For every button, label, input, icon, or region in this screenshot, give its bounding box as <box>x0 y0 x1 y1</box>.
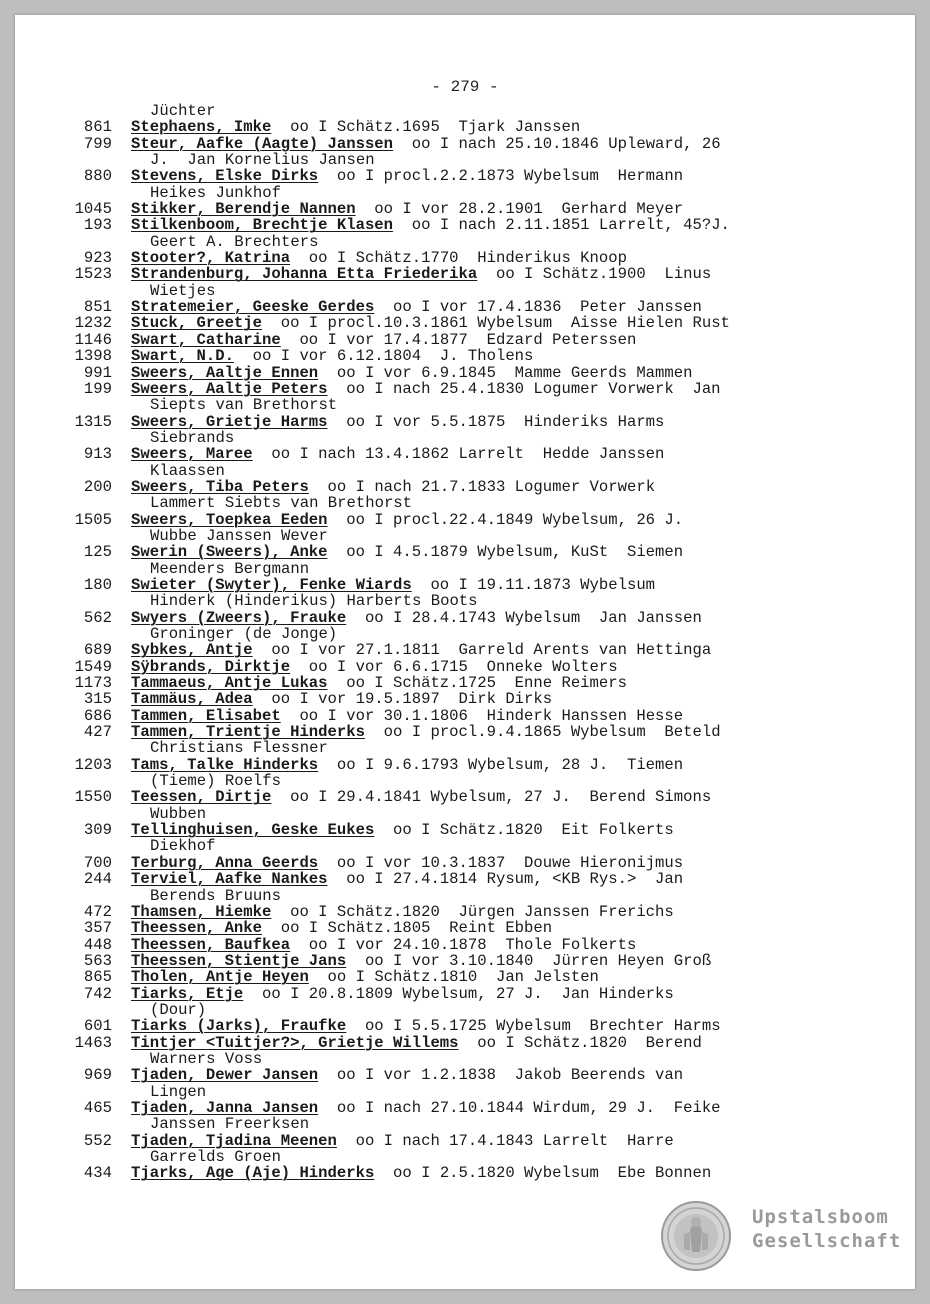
entry-line <box>15 642 915 658</box>
entry-number: 472 <box>83 902 112 921</box>
entry-line <box>15 1035 915 1051</box>
entry-number: 700 <box>83 853 112 872</box>
entry-name: Sweers, Toepkea Eeden <box>131 510 328 529</box>
entry-line <box>15 789 915 805</box>
entry-name: Tammen, Elisabet <box>131 706 281 725</box>
entry-line <box>15 315 915 331</box>
entry-line <box>15 969 915 985</box>
entry-details: oo I 5.5.1725 Wybelsum Brechter Harms <box>346 1017 721 1036</box>
entry-continuation-line <box>15 152 915 168</box>
entry-name: Theessen, Anke <box>131 919 263 938</box>
entry-line <box>15 201 915 217</box>
entry-details: oo I nach 17.4.1843 Larrelt Harre <box>336 1131 674 1150</box>
entry-name: Sweers, Grietje Harms <box>131 412 328 431</box>
entry-line <box>15 1018 915 1034</box>
entry-name: Tintjer <Tuitjer?>, Grietje Willems <box>131 1033 459 1052</box>
entry-number: 601 <box>83 1017 112 1036</box>
entry-continuation-line <box>15 1116 915 1132</box>
entry-number: 1505 <box>74 510 112 529</box>
entry-number: 1523 <box>74 265 112 284</box>
entry-number: 1550 <box>74 788 112 807</box>
entry-details: Diekhof <box>150 837 216 856</box>
entry-number: 562 <box>83 608 112 627</box>
entry-details: oo I nach 13.4.1862 Larrelt Hedde Janssen <box>252 445 665 464</box>
entry-continuation-line <box>15 103 915 119</box>
entry-number: 552 <box>83 1131 112 1150</box>
entry-name: Tholen, Antje Heyen <box>131 968 309 987</box>
entry-line <box>15 855 915 871</box>
entry-details: Geert A. Brechters <box>150 232 319 251</box>
entry-name: Sweers, Aaltje Peters <box>131 379 328 398</box>
entry-details: oo I vor 6.6.1715 Onneke Wolters <box>290 657 618 676</box>
entry-continuation-line <box>15 495 915 511</box>
entry-line <box>15 708 915 724</box>
entry-number: 1045 <box>74 200 112 219</box>
entry-details: oo I vor 24.10.1878 Thole Folkerts <box>290 935 637 954</box>
entry-number: 1173 <box>74 674 112 693</box>
entry-number: 851 <box>83 298 112 317</box>
entry-number: 427 <box>83 723 112 742</box>
entry-details: oo I vor 28.2.1901 Gerhard Meyer <box>355 200 684 219</box>
entry-line <box>15 348 915 364</box>
entry-details: oo I nach 21.7.1833 Logumer Vorwerk <box>308 477 656 496</box>
entry-number: 200 <box>83 477 112 496</box>
entry-line <box>15 920 915 936</box>
entry-details: oo I vor 10.3.1837 Douwe Hieronijmus <box>318 853 684 872</box>
entry-details: oo I 2.5.1820 Wybelsum Ebe Bonnen <box>374 1164 712 1183</box>
entry-line <box>15 365 915 381</box>
entry-details: oo I vor 3.10.1840 Jürren Heyen Groß <box>346 951 712 970</box>
entry-continuation-line <box>15 1051 915 1067</box>
entry-list <box>15 103 915 1182</box>
entry-details: J. Jan Kornelius Jansen <box>150 151 375 170</box>
entry-line <box>15 299 915 315</box>
entry-name: Thamsen, Hiemke <box>131 902 272 921</box>
entry-number: 686 <box>83 706 112 725</box>
entry-details: Hinderk (Hinderikus) Harberts Boots <box>150 592 478 611</box>
entry-details: oo I Schätz.1900 Linus <box>477 265 712 284</box>
entry-number: 180 <box>83 575 112 594</box>
entry-details: oo I procl.9.4.1865 Wybelsum Beteld <box>364 723 721 742</box>
entry-details: Jüchter <box>150 102 216 120</box>
entry-details: oo I vor 30.1.1806 Hinderk Hanssen Hesse <box>280 706 684 725</box>
entry-line <box>15 119 915 135</box>
entry-details: Heikes Junkhof <box>150 183 282 202</box>
entry-line <box>15 953 915 969</box>
entry-name: Stuck, Greetje <box>131 314 263 333</box>
entry-line <box>15 986 915 1002</box>
entry-continuation-line <box>15 283 915 299</box>
entry-line <box>15 446 915 462</box>
entry-details: Klaassen <box>150 461 225 480</box>
entry-line <box>15 250 915 266</box>
seal-icon <box>660 1200 732 1272</box>
entry-details: oo I 4.5.1879 Wybelsum, KuSt Siemen <box>327 543 684 562</box>
logo-text-line-2: Gesellschaft <box>752 1230 902 1252</box>
entry-continuation-line <box>15 838 915 854</box>
entry-line <box>15 757 915 773</box>
entry-details: Wubben <box>150 804 207 823</box>
entry-number: 125 <box>83 543 112 562</box>
entry-name: Swyers (Zweers), Frauke <box>131 608 347 627</box>
entry-name: Tjaden, Janna Jansen <box>131 1098 319 1117</box>
entry-number: 199 <box>83 379 112 398</box>
entry-name: Tiarks (Jarks), Fraufke <box>131 1017 347 1036</box>
entry-name: Theessen, Stientje Jans <box>131 951 347 970</box>
entry-number: 434 <box>83 1164 112 1183</box>
entry-details: oo I Schätz.1725 Enne Reimers <box>327 674 627 693</box>
entry-name: Stooter?, Katrina <box>131 249 291 268</box>
entry-details: oo I Schätz.1695 Tjark Janssen <box>271 118 581 137</box>
entry-details: oo I vor 17.4.1877 Edzard Peterssen <box>280 330 637 349</box>
entry-number: 799 <box>83 134 112 153</box>
entry-number: 969 <box>83 1066 112 1085</box>
entry-name: Stilkenboom, Brechtje Klasen <box>131 216 394 235</box>
entry-details: oo I vor 5.5.1875 Hinderiks Harms <box>327 412 665 431</box>
entry-number: 465 <box>83 1098 112 1117</box>
logo-text-line-1: Upstalsboom <box>752 1206 889 1228</box>
entry-continuation-line <box>15 234 915 250</box>
entry-details: oo I nach 25.10.1846 Upleward, 26 <box>393 134 721 153</box>
entry-line <box>15 691 915 707</box>
entry-continuation-line <box>15 626 915 642</box>
entry-line <box>15 724 915 740</box>
entry-line <box>15 512 915 528</box>
entry-name: Stephaens, Imke <box>131 118 272 137</box>
entry-number: 1146 <box>74 330 112 349</box>
entry-name: Swieter (Swyter), Fenke Wiards <box>131 575 412 594</box>
entry-details: oo I Schätz.1820 Berend <box>458 1033 702 1052</box>
entry-line <box>15 168 915 184</box>
entry-number: 448 <box>83 935 112 954</box>
entry-name: Sweers, Maree <box>131 445 253 464</box>
entry-name: Tjaden, Dewer Jansen <box>131 1066 319 1085</box>
entry-line <box>15 217 915 233</box>
entry-name: Teessen, Dirtje <box>131 788 272 807</box>
entry-details: Meenders Bergmann <box>150 559 310 578</box>
entry-number: 1549 <box>74 657 112 676</box>
entry-name: Stikker, Berendje Nannen <box>131 200 356 219</box>
entry-continuation-line <box>15 528 915 544</box>
entry-number: 1232 <box>74 314 112 333</box>
entry-line <box>15 610 915 626</box>
entry-details: oo I vor 1.2.1838 Jakob Beerends van <box>318 1066 684 1085</box>
entry-details: oo I procl.2.2.1873 Wybelsum Hermann <box>318 167 684 186</box>
entry-details: (Tieme) Roelfs <box>150 772 282 791</box>
entry-details: oo I 29.4.1841 Wybelsum, 27 J. Berend Simons <box>271 788 712 807</box>
entry-details: Lammert Siebts van Brethorst <box>150 494 413 513</box>
entry-name: Strandenburg, Johanna Etta Friederika <box>131 265 478 284</box>
entry-name: Sweers, Aaltje Ennen <box>131 363 319 382</box>
entry-name: Tjarks, Age (Aje) Hinderks <box>131 1164 375 1183</box>
entry-line <box>15 479 915 495</box>
entry-name: Stratemeier, Geeske Gerdes <box>131 298 375 317</box>
entry-details: (Dour) <box>150 1000 207 1019</box>
entry-details: Janssen Freerksen <box>150 1115 310 1134</box>
entry-name: Swart, Catharine <box>131 330 281 349</box>
entry-continuation-line <box>15 1002 915 1018</box>
entry-line <box>15 544 915 560</box>
entry-number: 1203 <box>74 755 112 774</box>
entry-name: Tammen, Trientje Hinderks <box>131 723 365 742</box>
entry-line <box>15 822 915 838</box>
entry-continuation-line <box>15 806 915 822</box>
entry-details: oo I Schätz.1820 Jürgen Janssen Frerichs <box>271 902 674 921</box>
entry-name: Sweers, Tiba Peters <box>131 477 309 496</box>
entry-details: Garrelds Groen <box>150 1148 282 1166</box>
entry-line <box>15 332 915 348</box>
entry-continuation-line <box>15 773 915 789</box>
entry-continuation-line <box>15 430 915 446</box>
entry-line <box>15 937 915 953</box>
entry-continuation-line <box>15 463 915 479</box>
entry-details: Siepts van Brethorst <box>150 396 338 415</box>
entry-name: Sÿbrands, Dirktje <box>131 657 291 676</box>
entry-name: Tiarks, Etje <box>131 984 244 1003</box>
entry-details: oo I 28.4.1743 Wybelsum Jan Janssen <box>346 608 702 627</box>
entry-number: 861 <box>83 118 112 137</box>
entry-details: oo I vor 6.9.1845 Mamme Geerds Mammen <box>318 363 693 382</box>
entry-name: Tams, Talke Hinderks <box>131 755 319 774</box>
publisher-logo <box>660 1200 900 1280</box>
entry-number: 689 <box>83 641 112 660</box>
entry-details: Wietjes <box>150 281 216 300</box>
entry-line <box>15 381 915 397</box>
entry-details: oo I 20.8.1809 Wybelsum, 27 J. Jan Hinderks <box>243 984 674 1003</box>
entry-number: 865 <box>83 968 112 987</box>
entry-number: 742 <box>83 984 112 1003</box>
entry-details: Berends Bruuns <box>150 886 282 905</box>
entry-details: oo I nach 25.4.1830 Logumer Vorwerk Jan <box>327 379 721 398</box>
entry-details: oo I procl.10.3.1861 Wybelsum Aisse Hielen Rust <box>262 314 730 333</box>
document-page <box>15 15 915 1289</box>
entry-line <box>15 1067 915 1083</box>
entry-details: oo I Schätz.1810 Jan Jelsten <box>308 968 599 987</box>
entry-name: Tellinghuisen, Geske Eukes <box>131 821 375 840</box>
entry-name: Swart, N.D. <box>131 347 234 366</box>
entry-number: 880 <box>83 167 112 186</box>
entry-continuation-line <box>15 740 915 756</box>
entry-continuation-line <box>15 397 915 413</box>
entry-number: 563 <box>83 951 112 970</box>
entry-details: oo I vor 27.1.1811 Garreld Arents van Hettinga <box>252 641 712 660</box>
entry-details: oo I vor 17.4.1836 Peter Janssen <box>374 298 702 317</box>
entry-continuation-line <box>15 561 915 577</box>
entry-number: 193 <box>83 216 112 235</box>
entry-continuation-line <box>15 185 915 201</box>
entry-details: Siebrands <box>150 428 235 447</box>
entry-number: 1398 <box>74 347 112 366</box>
entry-name: Theessen, Baufkea <box>131 935 291 954</box>
entry-number: 244 <box>83 870 112 889</box>
entry-name: Terburg, Anna Geerds <box>131 853 319 872</box>
entry-number: 309 <box>83 821 112 840</box>
entry-line <box>15 577 915 593</box>
entry-details: oo I vor 19.5.1897 Dirk Dirks <box>252 690 553 709</box>
entry-line <box>15 1133 915 1149</box>
entry-name: Swerin (Sweers), Anke <box>131 543 328 562</box>
entry-number: 315 <box>83 690 112 709</box>
entry-line <box>15 871 915 887</box>
entry-details: oo I 27.4.1814 Rysum, <KB Rys.> Jan <box>327 870 684 889</box>
entry-line <box>15 136 915 152</box>
entry-name: Tammaeus, Antje Lukas <box>131 674 328 693</box>
entry-details: oo I Schätz.1805 Reint Ebben <box>262 919 553 938</box>
entry-details: oo I 19.11.1873 Wybelsum <box>411 575 656 594</box>
entry-name: Terviel, Aafke Nankes <box>131 870 328 889</box>
entry-number: 1463 <box>74 1033 112 1052</box>
entry-name: Sybkes, Antje <box>131 641 253 660</box>
entry-continuation-line <box>15 1084 915 1100</box>
entry-details: oo I Schätz.1820 Eit Folkerts <box>374 821 674 840</box>
entry-continuation-line <box>15 1149 915 1165</box>
entry-name: Tjaden, Tjadina Meenen <box>131 1131 337 1150</box>
entry-line <box>15 675 915 691</box>
entry-details: oo I 9.6.1793 Wybelsum, 28 J. Tiemen <box>318 755 684 774</box>
entry-details: Warners Voss <box>150 1049 263 1068</box>
entry-details: Christians Flessner <box>150 739 328 758</box>
page-number: - 279 - <box>431 78 499 96</box>
entry-line <box>15 266 915 282</box>
entry-number: 1315 <box>74 412 112 431</box>
entry-number: 357 <box>83 919 112 938</box>
entry-number: 991 <box>83 363 112 382</box>
entry-number: 913 <box>83 445 112 464</box>
entry-details: Groninger (de Jonge) <box>150 625 338 643</box>
entry-details: oo I nach 27.10.1844 Wirdum, 29 J. Feike <box>318 1098 721 1117</box>
entry-name: Stevens, Elske Dirks <box>131 167 319 186</box>
entry-details: oo I nach 2.11.1851 Larrelt, 45?J. <box>393 216 730 235</box>
entry-details: oo I Schätz.1770 Hinderikus Knoop <box>290 249 627 268</box>
entry-details: oo I vor 6.12.1804 J. Tholens <box>233 347 534 366</box>
entry-continuation-line <box>15 593 915 609</box>
entry-name: Steur, Aafke (Aagte) Janssen <box>131 134 394 153</box>
entry-details: oo I procl.22.4.1849 Wybelsum, 26 J. <box>327 510 684 529</box>
entry-line <box>15 1165 915 1181</box>
entry-line <box>15 659 915 675</box>
entry-line <box>15 414 915 430</box>
entry-number: 923 <box>83 249 112 268</box>
entry-line <box>15 904 915 920</box>
entry-details: Lingen <box>150 1082 207 1101</box>
entry-continuation-line <box>15 888 915 904</box>
entry-name: Tammäus, Adea <box>131 690 253 709</box>
entry-details: Wubbe Janssen Wever <box>150 526 328 545</box>
entry-line <box>15 1100 915 1116</box>
